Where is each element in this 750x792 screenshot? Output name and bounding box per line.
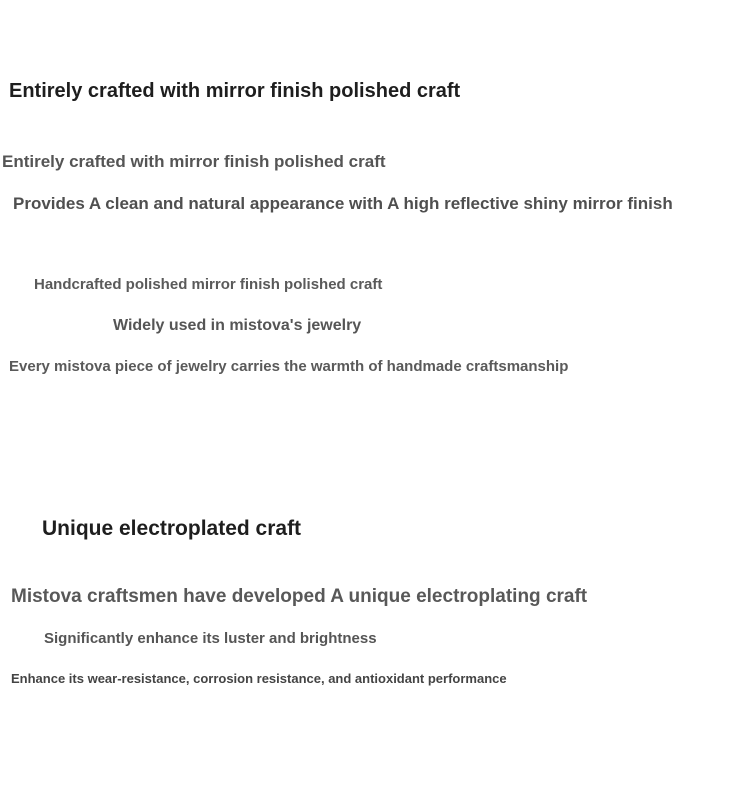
mirror-finish-line-3: Handcrafted polished mirror finish polished craft <box>34 276 383 293</box>
mirror-finish-heading: Entirely crafted with mirror finish polished craft <box>9 80 461 102</box>
electroplated-line-2: Significantly enhance its luster and brightness <box>44 630 377 647</box>
mirror-finish-line-2: Provides A clean and natural appearance with A high reflective shiny mirror finish <box>13 194 673 213</box>
electroplated-line-1: Mistova craftsmen have developed A unique electroplating craft <box>11 586 588 607</box>
mirror-finish-line-1: Entirely crafted with mirror finish polished craft <box>2 152 386 171</box>
mirror-finish-line-4: Widely used in mistova's jewelry <box>113 317 362 334</box>
electroplated-line-3: Enhance its wear-resistance, corrosion resistance, and antioxidant performance <box>11 671 507 686</box>
electroplated-heading: Unique electroplated craft <box>42 517 302 540</box>
mirror-finish-line-5: Every mistova piece of jewelry carries the warmth of handmade craftsmanship <box>9 358 569 375</box>
